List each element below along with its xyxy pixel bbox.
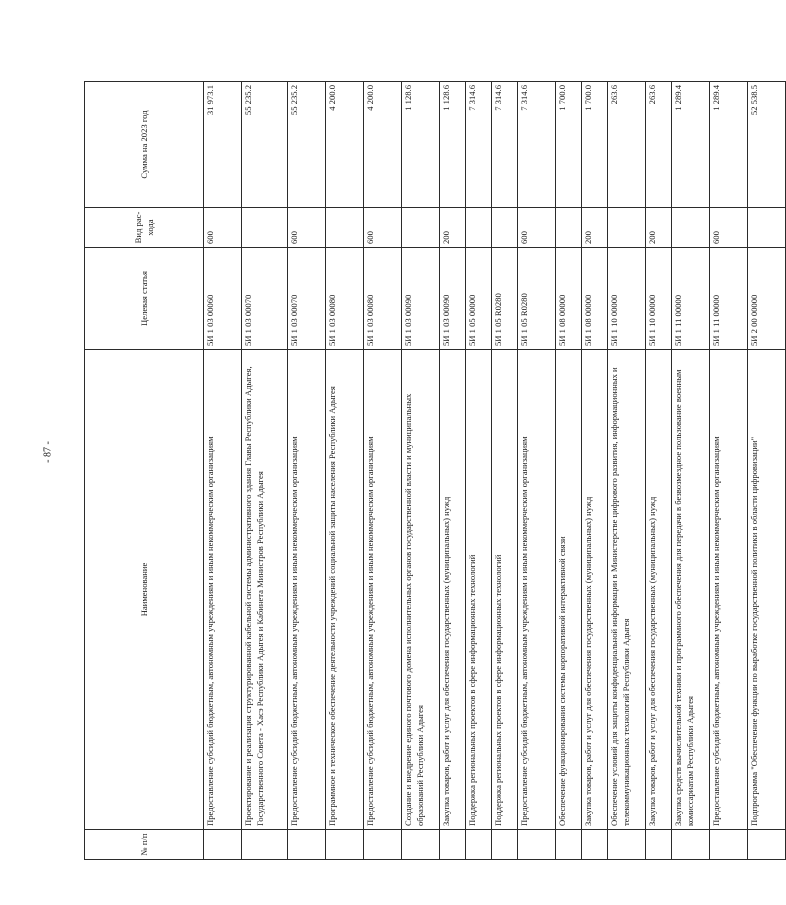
header-row [85,82,204,860]
table-row [204,82,242,860]
row-name: Предоставление субсидий бюджетным, автономным учреждениям и иным некоммерческим организациям [288,350,326,830]
row-name: Подпрограмма "Обеспечение функции по выработке государственной политики в области цифровизации" [748,350,786,830]
row-type: 200 [582,208,608,248]
row-name: Предоставление субсидий бюджетным, автономным учреждениям и иным некоммерческим организациям [204,350,242,830]
row-amount: 263.6 [608,82,646,208]
table-row [582,82,608,860]
header-name: Наименование [85,350,204,830]
rotated-page [84,82,759,860]
row-type [242,208,288,248]
row-name: Поддержка региональных проектов в сфере информационных технологий [492,350,518,830]
row-num [582,830,608,860]
row-code: 5И 1 03 00090 [402,248,440,350]
table-row [672,82,710,860]
row-name: Закупка товаров, работ и услуг для обеспечения государственных (муниципальных) нужд [440,350,466,830]
row-type: 200 [440,208,466,248]
table-row [748,82,786,860]
row-code: 5И 1 10 00000 [646,248,672,350]
row-num [492,830,518,860]
row-amount: 1 700.0 [582,82,608,208]
table-row [466,82,492,860]
row-amount: 31 973.1 [204,82,242,208]
row-name: Закупка товаров, работ и услуг для обеспечения государственных (муниципальных) нужд [582,350,608,830]
row-amount: 7 314.6 [492,82,518,208]
row-num [364,830,402,860]
row-amount: 7 314.6 [466,82,492,208]
row-name: Закупка средств вычислительной техники и программного обеспечения для передачи в безвозмездное пользование военным комиссариатам Республики Адыгея [672,350,710,830]
table-row [518,82,556,860]
row-num [518,830,556,860]
row-type [748,208,786,248]
row-name: Программное и техническое обеспечение деятельности учреждений социальной защиты населения Республики Адыгея [326,350,364,830]
row-type [402,208,440,248]
header-amount: Сумма на 2023 год [85,82,204,208]
table-row [326,82,364,860]
row-type [492,208,518,248]
row-code: 5И 1 08 00000 [582,248,608,350]
table-row [440,82,466,860]
table-row [364,82,402,860]
row-type: 600 [288,208,326,248]
row-type: 600 [364,208,402,248]
table-row [646,82,672,860]
row-code: 5И 1 03 00060 [204,248,242,350]
row-code: 5И 2 00 00000 [748,248,786,350]
row-code: 5И 1 05 R0280 [492,248,518,350]
row-name: Предоставление субсидий бюджетным, автономным учреждениям и иным некоммерческим организациям [710,350,748,830]
row-code: 5И 1 03 00080 [326,248,364,350]
row-type [326,208,364,248]
row-amount: 1 289.4 [672,82,710,208]
table-row [288,82,326,860]
row-type: 600 [518,208,556,248]
header-num: № п/п [85,830,204,860]
row-num [646,830,672,860]
row-name: Создание и внедрение единого почтового домена исполнительных органов государственной власти и муниципальных образований Республики Адыгея [402,350,440,830]
row-num [204,830,242,860]
row-amount: 55 235.2 [288,82,326,208]
row-amount: 1 128.6 [402,82,440,208]
row-amount: 7 314.6 [518,82,556,208]
row-type: 600 [204,208,242,248]
row-num [748,830,786,860]
row-code: 5И 1 08 00000 [556,248,582,350]
row-amount: 55 235.2 [242,82,288,208]
row-num [608,830,646,860]
row-name: Закупка товаров, работ и услуг для обеспечения государственных (муниципальных) нужд [646,350,672,830]
row-type: 600 [710,208,748,248]
row-code: 5И 1 03 00090 [440,248,466,350]
row-code: 5И 1 10 00000 [608,248,646,350]
row-amount: 1 289.4 [710,82,748,208]
row-name: Проектирование и реализация структурированной кабельной системы административного здания Главы Республики Адыгея, Государственного Совета - Хасэ Республики Адыгея и Кабинета Министров Республики Адыгея [242,350,288,830]
row-amount: 4 200.0 [326,82,364,208]
row-amount: 1 128.6 [440,82,466,208]
row-code: 5И 1 05 R0280 [518,248,556,350]
row-amount: 4 200.0 [364,82,402,208]
row-name: Поддержка региональных проектов в сфере информационных технологий [466,350,492,830]
row-num [288,830,326,860]
row-name: Обеспечение функционирования системы корпоративной интерактивной связи [556,350,582,830]
row-code: 5И 1 03 00070 [242,248,288,350]
row-amount: 52 538.5 [748,82,786,208]
row-amount: 1 700.0 [556,82,582,208]
header-type: Вид рас-хода [85,208,204,248]
row-num [326,830,364,860]
row-code: 5И 1 05 00000 [466,248,492,350]
row-name: Предоставление субсидий бюджетным, автономным учреждениям и иным некоммерческим организациям [364,350,402,830]
table-row [608,82,646,860]
table-row [556,82,582,860]
page-number: - 87 - [42,441,54,463]
row-type [608,208,646,248]
row-type: 200 [646,208,672,248]
row-code: 5И 1 11 00000 [710,248,748,350]
row-type [466,208,492,248]
table-row [710,82,748,860]
row-num [466,830,492,860]
row-code: 5И 1 03 00080 [364,248,402,350]
row-name: Обеспечение условий для защиты конфиденциальной информации в Министерстве цифрового развития, информационных и телекоммуникационных технологий Республики Адыгея [608,350,646,830]
row-type [556,208,582,248]
row-num [440,830,466,860]
row-amount: 263.6 [646,82,672,208]
header-code: Целевая статья [85,248,204,350]
row-num [710,830,748,860]
table-row [492,82,518,860]
row-code: 5И 1 11 00000 [672,248,710,350]
row-num [402,830,440,860]
budget-table [84,81,786,860]
row-type [672,208,710,248]
row-num [556,830,582,860]
table-row [402,82,440,860]
row-name: Предоставление субсидий бюджетным, автономным учреждениям и иным некоммерческим организациям [518,350,556,830]
row-num [242,830,288,860]
row-code: 5И 1 03 00070 [288,248,326,350]
table-row [242,82,288,860]
row-num [672,830,710,860]
